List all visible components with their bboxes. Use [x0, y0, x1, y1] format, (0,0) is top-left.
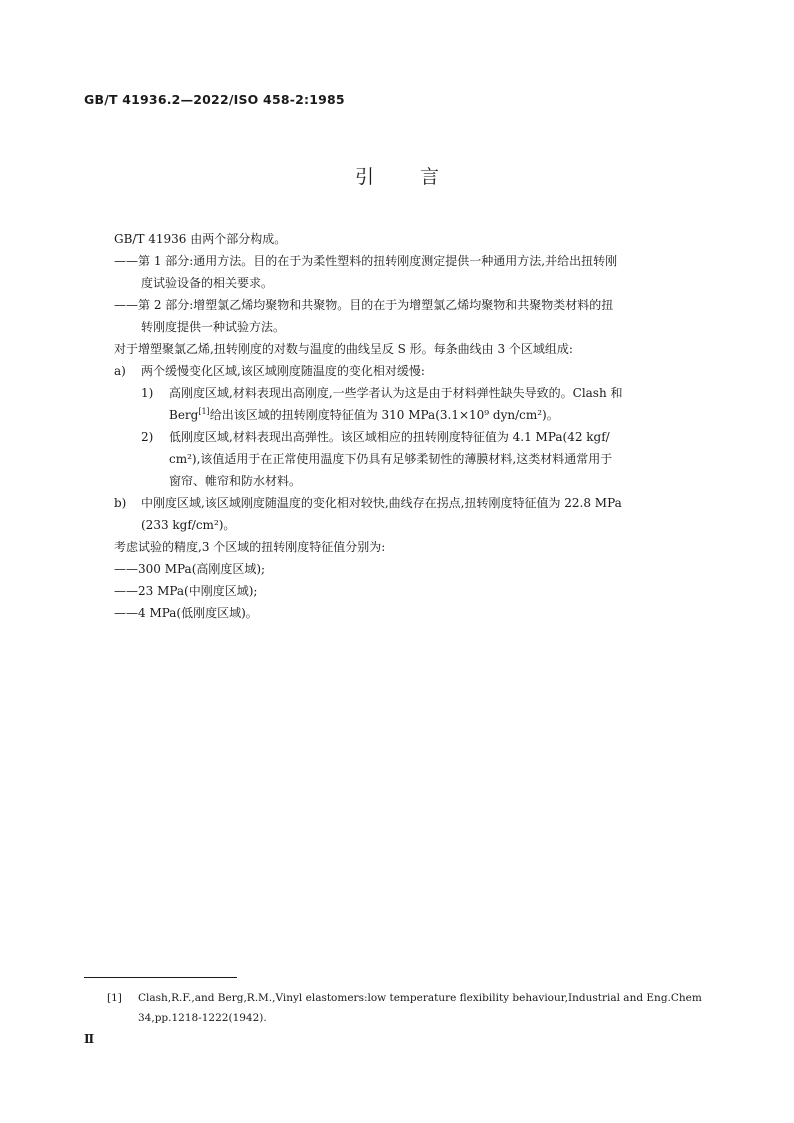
list-text-a2-line-1: 低刚度区域,材料表现出高弹性。该区域相应的扭转刚度特征值为 4.1 MPa(42 kgf/: [169, 430, 610, 444]
list-text-a: 两个缓慢变化区域,该区域刚度随温度的变化相对缓慢:: [141, 364, 425, 378]
list-item-value-medium: ——23 MPa(中刚度区域);: [114, 584, 258, 598]
page-number: Ⅱ: [84, 1032, 95, 1046]
list-label-a: a): [114, 364, 126, 378]
footnote-line-2: 34,pp.1218-1222(1942).: [138, 1012, 267, 1024]
list-item-value-low: ——4 MPa(低刚度区域)。: [114, 606, 258, 620]
list-item-b-line-2: (233 kgf/cm²)。: [141, 518, 236, 532]
paragraph-parts-overview: GB/T 41936 由两个部分构成。: [114, 232, 287, 246]
reference-marker[interactable]: [1]: [198, 407, 210, 416]
list-label-a2: 2): [141, 430, 154, 444]
list-item-a2-line-1: [114, 426, 704, 448]
list-item-a2-line-2: cm²),该值适用于在正常使用温度下仍具有足够柔韧性的薄膜材料,这类材料通常用于: [169, 452, 613, 466]
list-item-part-1-line-1: ——第 1 部分:通用方法。目的在于为柔性塑料的扭转刚度测定提供一种通用方法,并给出扭转刚: [114, 254, 618, 268]
list-item-a1-line-1: [114, 382, 704, 404]
list-item-part-1-line-2: 度试验设备的相关要求。: [141, 276, 274, 290]
list-text-b-line-1: 中刚度区域,该区域刚度随温度的变化相对较快,曲线存在拐点,扭转刚度特征值为 22.8 MPa: [141, 496, 622, 510]
list-label-a1: 1): [141, 386, 154, 400]
list-text-a1-line-1: 高刚度区域,材料表现出高刚度,一些学者认为这是由于材料弹性缺失导致的。Clash 和: [169, 386, 623, 400]
introduction-body: [114, 228, 704, 624]
list-item-a: [114, 360, 704, 382]
list-label-b: b): [114, 496, 127, 510]
page-title: 引言: [354, 166, 485, 188]
list-item-b-line-1: [114, 492, 704, 514]
standard-number-header: GB/T 41936.2—2022/ISO 458-2:1985: [84, 92, 345, 107]
paragraph-s-curve: 对于增塑聚氯乙烯,扭转刚度的对数与温度的曲线呈反 S 形。每条曲线由 3 个区域组成:: [114, 342, 573, 356]
footnote-line-1: [107, 988, 707, 1008]
footnote: [107, 988, 707, 1028]
list-item-value-high: ——300 MPa(高刚度区域);: [114, 562, 266, 576]
footnote-text-line-1: Clash,R.F.,and Berg,R.M.,Vinyl elastomers:low temperature flexibility behaviour,Industrial and Eng.Chem: [138, 992, 702, 1004]
list-item-part-2-line-1: ——第 2 部分:增塑氯乙烯均聚物和共聚物。目的在于为增塑氯乙烯均聚物和共聚物类材料的扭: [114, 298, 614, 312]
author-berg: Berg: [169, 408, 199, 422]
list-item-part-2-line-2: 转刚度提供一种试验方法。: [141, 320, 286, 334]
footnote-divider: [84, 977, 237, 978]
footnote-label: [1]: [107, 992, 122, 1004]
list-item-a2-line-3: 窗帘、帷帘和防水材料。: [169, 474, 302, 488]
list-item-a1-line-2: [114, 404, 704, 426]
paragraph-characteristic-values: 考虑试验的精度,3 个区域的扭转刚度特征值分别为:: [114, 540, 386, 554]
list-text-a1-line-2: 给出该区域的扭转刚度特征值为 310 MPa(3.1×10⁹ dyn/cm²)。: [209, 408, 559, 422]
